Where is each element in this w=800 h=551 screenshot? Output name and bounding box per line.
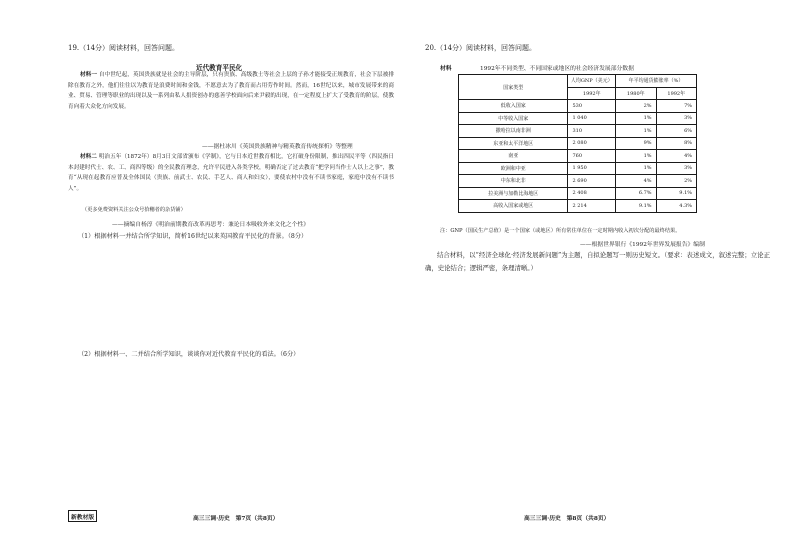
table-cell-type: 中等收入国家 [459,112,568,125]
table-row [459,100,697,113]
material-two-source: ——摘编自杨淳《明治前期教育改革再思考：兼论日本吸收外来文化之个性》 [112,222,310,228]
table-cell-gnp: 1 950 [568,162,616,175]
table-cell-y1992: 4.3% [656,200,696,213]
gnp-table [458,74,697,213]
table-header-row [459,75,697,88]
table-cell-type: 高收入国家或地区 [459,200,568,213]
table-row [459,112,697,125]
material-two-tag: 材料二 [80,154,97,160]
material-one-text: 自中世纪起，英国贵族就是社会的主导阶层，只有贵族、高级教士等社会上层的子孙才能接受正规教育，社会下层被排除在教育之外，他们往往以为教育是浪费时间和金钱，不愿意去为了教育而占用劳作时间。然而，16世纪以来，城市发展带来的商业、贸易、管理等职业的出现以及一系列由私人捐资创办的慈善学校面向后来尹毅的出现，在一定程度上扩大了受教育的阶层，使教育向着大众化方向发展。 [68,72,394,110]
table-cell-y1992: 8% [656,137,696,150]
table-cell-gnp: 530 [568,100,616,113]
subheader-1992: 1992年 [568,87,616,100]
table-cell-gnp: 2 080 [568,137,616,150]
table-row [459,137,697,150]
header-type: 国家类型 [459,75,568,100]
table-cell-type: 中东和北非 [459,175,568,188]
table-note: 注：GNP（国民生产总值）是一个国家（或地区）所有常住单位在一定时期内收入初次分配的最终结果。 [440,228,681,234]
subheader-1980: 1980年 [616,87,656,100]
right-page-footer: 高三三调·历史 第8页（共8页） [524,516,610,522]
table-row [459,125,697,138]
material-two-note: （更多免费资料关注公众号拾穗者的杂货铺） [82,207,186,213]
table-cell-type: 撒哈拉以南非洲 [459,125,568,138]
table-cell-y1980: 1% [616,112,656,125]
table-cell-y1980: 4% [616,175,656,188]
table-row [459,175,697,188]
table-cell-y1992: 2% [656,175,696,188]
table-row [459,162,697,175]
table-cell-y1980: 2% [616,100,656,113]
table-body [459,100,697,213]
table-cell-y1992: 3% [656,112,696,125]
table-cell-gnp: 310 [568,125,616,138]
table-cell-gnp: 2 408 [568,187,616,200]
table-cell-gnp: 1 040 [568,112,616,125]
table-cell-y1992: 4% [656,150,696,163]
subheader-1992b: 1992年 [656,87,696,100]
question-20-heading: 20.（14分）阅读材料，回答问题。 [425,44,537,52]
material-title: 近代教育平民化 [196,64,243,72]
table-cell-y1980: 9.1% [616,200,656,213]
question-19-heading: 19.（14分）阅读材料，回答问题。 [68,44,180,52]
table-cell-y1992: 3% [656,162,696,175]
material-two [68,152,394,194]
header-growth: 年平均通货膨胀率（%） [616,75,697,88]
table-source: ——根据世界银行《1992年世界发展报告》编制 [580,242,705,248]
material-label: 材料 [440,66,452,72]
table-row [459,150,697,163]
table-cell-type: 南亚 [459,150,568,163]
essay-prompt: 结合材料，以“经济全球化·经济发展新问题”为主题，自拟论题写一则历史短文。（要求：表述成文，叙述完整；立论正确，史论结合；逻辑严密，条理清晰。） [425,251,770,272]
table-cell-type: 拉美洲与加勒比海地区 [459,187,568,200]
left-page-footer: 高三三调·历史 第7页（共8页） [193,516,279,522]
material-one-source: ——据杜冰川《英国贵族精神与精英教育传统探析》等整理 [202,144,353,150]
table-cell-gnp: 2 690 [568,175,616,188]
material-two-text: 明治五年（1872年）8月3日文部省颁布《学制》，它与日本近世教育相比，它打破身份限制，推出四民平等（四民指日本封建时代士、农、工、商四等级）的全民教育理念，允许平民进入各类学校，明确否定了过去教育“把学问当作士人以上之事”，教育“从现在起教育应普及全体国民（贵族、前武士、农民、手艺人、商人和妇女），要使农村中没有不读书家庭，家庭中没有不读书人”。 [68,154,394,192]
sub-question-1: （1）根据材料一并结合所学知识，简析16世纪以来英国教育平民化的背景。（8分） [78,233,308,240]
table-cell-type: 东亚和太平洋地区 [459,137,568,150]
table-cell-y1980: 1% [616,125,656,138]
table-cell-type: 欧洲和中亚 [459,162,568,175]
table-cell-y1980: 9% [616,137,656,150]
table-cell-gnp: 2 214 [568,200,616,213]
table-cell-y1980: 1% [616,150,656,163]
table-row [459,187,697,200]
table-caption: 1992年不同类型、不同国家或地区的社会经济发展部分数据 [480,66,634,72]
header-gnp: 人均GNP（美元） [568,75,616,88]
table-cell-gnp: 760 [568,150,616,163]
sub-question-2: （2）根据材料一、二并结合所学知识，谈谈你对近代教育平民化的看法。（6分） [78,351,300,358]
edition-badge: 新教材版 [68,510,97,522]
table-row [459,200,697,213]
table-cell-y1980: 1% [616,162,656,175]
table-cell-y1992: 7% [656,100,696,113]
material-one-tag: 材料一 [80,72,98,78]
table-cell-type: 低收入国家 [459,100,568,113]
material-one [68,70,394,112]
table-cell-y1992: 6% [656,125,696,138]
table-cell-y1992: 9.1% [656,187,696,200]
table-cell-y1980: 6.7% [616,187,656,200]
